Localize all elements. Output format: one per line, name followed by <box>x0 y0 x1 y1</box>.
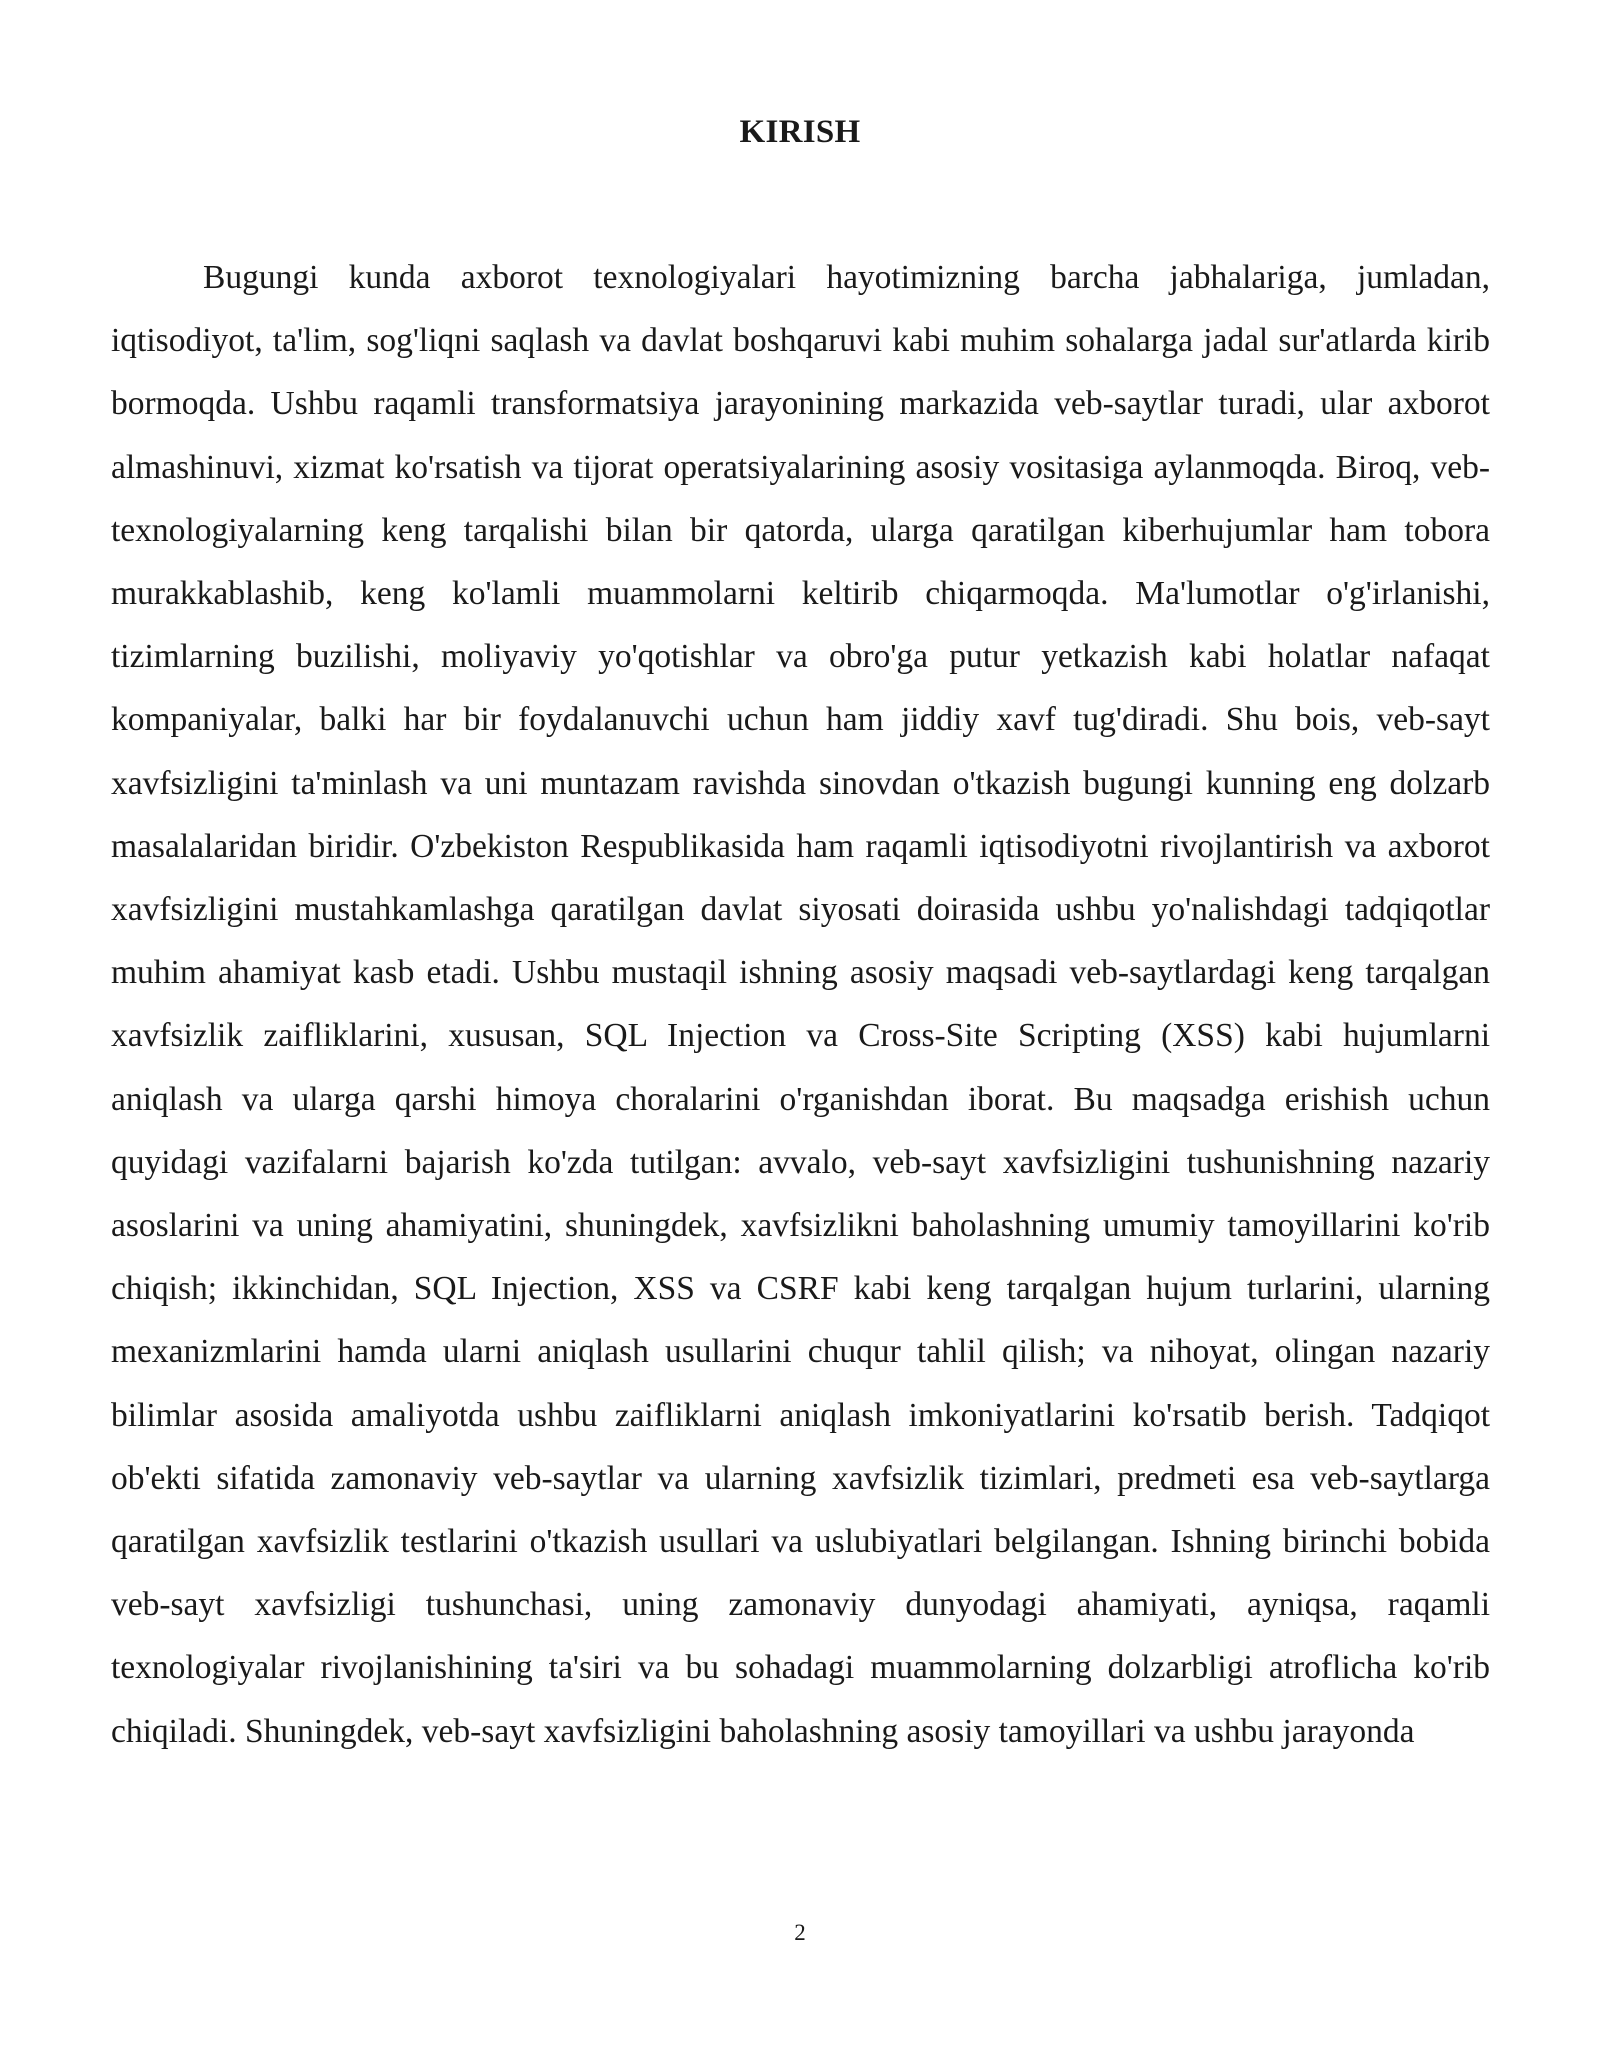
page-number: 2 <box>794 1920 806 1945</box>
body-paragraph: Bugungi kunda axborot texnologiyalari hayotimizning barcha jabhalariga, jumladan, iqtisodiyot, ta'lim, sog'liqni saqlash va davlat boshqaruvi kabi muhim sohalarga jadal sur'atlarda kirib bormoqda. Ushbu raqamli transformatsiya jarayonining markazida veb-saytlar turadi, ular axborot almashinuvi, xizmat ko'rsatish va tijorat operatsiyalarining asosiy vositasiga aylanmoqda. Biroq, veb-texnologiyalarning keng tarqalishi bilan bir qatorda, ularga qaratilgan kiberhujumlar ham tobora murakkablashib, keng ko'lamli muammolarni keltirib chiqarmoqda. Ma'lumotlar o'g'irlanishi, tizimlarning buzilishi, moliyaviy yo'qotishlar va obro'ga putur yetkazish kabi holatlar nafaqat kompaniyalar, balki har bir foydalanuvchi uchun ham jiddiy xavf tug'diradi. Shu bois, veb-sayt xavfsizligini ta'minlash va uni muntazam ravishda sinovdan o'tkazish bugungi kunning eng dolzarb masalalaridan biridir. O'zbekiston Respublikasida ham raqamli iqtisodiyotni rivojlantirish va axborot xavfsizligini mustahkamlashga qaratilgan davlat siyosati doirasida ushbu yo'nalishdagi tadqiqotlar muhim ahamiyat kasb etadi. Ushbu mustaqil ishning asosiy maqsadi veb-saytlardagi keng tarqalgan xavfsizlik zaifliklarini, xususan, SQL Injection va Cross-Site Scripting (XSS) kabi hujumlarni aniqlash va ularga qarshi himoya choralarini o'rganishdan iborat. Bu maqsadga erishish uchun quyidagi vazifalarni bajarish ko'zda tutilgan: avvalo, veb-sayt xavfsizligini tushunishning nazariy asoslarini va uning ahamiyatini, shuningdek, xavfsizlikni baholashning umumiy tamoyillarini ko'rib chiqish; ikkinchidan, SQL Injection, XSS va CSRF kabi keng tarqalgan hujum turlarini, ularning mexanizmlarini hamda ularni aniqlash usullarini chuqur tahlil qilish; va nihoyat, olingan nazariy bilimlar asosida amaliyotda ushbu zaifliklarni aniqlash imkoniyatlarini ko'rsatib berish. Tadqiqot ob'ekti sifatida zamonaviy veb-saytlar va ularning xavfsizlik tizimlari, predmeti esa veb-saytlarga qaratilgan xavfsizlik testlarini o'tkazish usullari va uslubiyatlari belgilangan. Ishning birinchi bobida veb-sayt xavfsizligi tushunchasi, uning zamonaviy dunyodagi ahamiyati, ayniqsa, raqamli texnologiyalar rivojlanishining ta'siri va bu sohadagi muammolarning dolzarbligi atroflicha ko'rib chiqiladi. Shuningdek, veb-sayt xavfsizligini baholashning asosiy tamoyillari va ushbu jarayonda <box>111 259 1490 1750</box>
section-title: KIRISH <box>739 114 861 150</box>
